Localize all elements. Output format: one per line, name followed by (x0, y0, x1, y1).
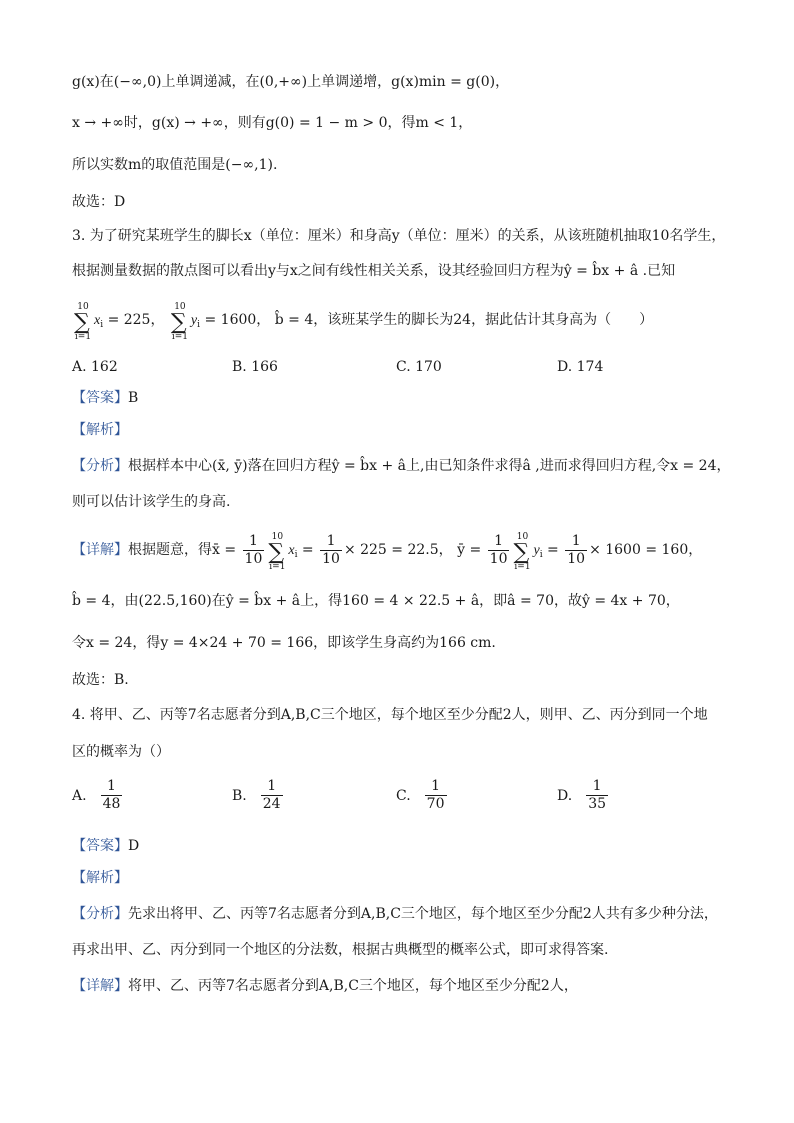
q4-jiexi-heading: 【解析】 (72, 870, 128, 886)
q4-detail: 【详解】将甲、乙、丙等7名志愿者分到A,B,C三个地区，每个地区至少分配2人， (72, 978, 578, 994)
q4-stem-2: 区的概率为（） (72, 744, 170, 760)
q4-option-c: C. $\frac{1}{70}$ (396, 778, 445, 812)
fraction: $\frac{1}{70}$ (426, 778, 445, 812)
q3-choice: 故选：B. (72, 672, 129, 688)
q3-jiexi-heading: 【解析】 (72, 422, 128, 438)
q4-answer: 【答案】D (72, 838, 140, 854)
q3-option-d: D. 174 (557, 359, 604, 375)
q4-analysis-2: 再求出甲、乙、丙分到同一个地区的分法数，根据古典概型的概率公式，即可求得答案. (72, 942, 609, 958)
q3-detail-3: 令x = 24，得y = 4×24 + 70 = 166，即该学生身高约为166 cm. (72, 635, 496, 651)
sum-symbol: 10 ∑ i=1 (268, 532, 286, 572)
fraction: $\frac{1}{10}$ (244, 532, 263, 567)
fraction: $\frac{1}{10}$ (322, 532, 340, 567)
line-choice-d: 故选：D (72, 194, 126, 210)
sum-symbol: 10 ∑ i=1 (513, 532, 531, 572)
line-monotonic: g(x)在(−∞,0)上单调递减，在(0,+∞)上单调递增，g(x)min = g(0)， (72, 74, 510, 90)
sum-symbol: 10 ∑ i=1 (74, 302, 92, 342)
fraction: $\frac{1}{10}$ (567, 532, 586, 567)
q4-analysis: 【分析】先求出将甲、乙、丙等7名志愿者分到A,B,C三个地区，每个地区至少分配2人共有多少种分法， (72, 906, 718, 922)
q4-option-a: A. $\frac{1}{48}$ (72, 778, 121, 812)
q3-detail-1: 【详解】根据题意，得x̄ = $\frac{1}{10}$ 10 ∑ i=1 $x_i$ = $\frac{1}{10}$ × 225 = 22.5， ȳ = $\frac{1}{10}$ 10 ∑ i=1 $y_i$ = $\frac{1}{10}$ × 1600 = 160， (72, 532, 703, 572)
fraction: $\frac{1}{24}$ (262, 778, 281, 812)
q4-stem-1: 4. 将甲、乙、丙等7名志愿者分到A,B,C三个地区，每个地区至少分配2人，则甲、乙、丙分到同一个地 (72, 707, 708, 723)
q3-detail-2: b̂ = 4，由(22.5,160)在ŷ = b̂x + â上，得160 = 4 × 22.5 + â，即â = 70，故ŷ = 4x + 70， (72, 593, 680, 609)
q4-option-d: D. $\frac{1}{35}$ (557, 778, 607, 812)
q4-option-b: B. $\frac{1}{24}$ (232, 778, 281, 812)
q3-stem-3: 10 ∑ i=1 $x_i = 225$， 10 ∑ i=1 $y_i = 1600$， b̂ = 4，该班某学生的脚长为24，据此估计其身高为（ ） (74, 302, 654, 342)
line-limit: x → +∞时，g(x) → +∞，则有g(0) = 1 − m > 0，得m < 1， (72, 115, 473, 131)
q3-option-b: B. 166 (232, 359, 278, 375)
q3-option-c: C. 170 (396, 359, 442, 375)
sum-symbol: 10 ∑ i=1 (170, 302, 188, 342)
q3-analysis: 【分析】根据样本中心(x̄, ȳ)落在回归方程ŷ = b̂x + â上,由已知条件求得â ,进而求得回归方程,令x = 24， (72, 458, 731, 474)
line-range: 所以实数m的取值范围是(−∞,1). (72, 157, 278, 173)
fraction: $\frac{1}{10}$ (489, 532, 508, 567)
q3-option-a: A. 162 (72, 359, 118, 375)
fraction: $\frac{1}{48}$ (102, 778, 121, 812)
fraction: $\frac{1}{35}$ (588, 778, 607, 812)
q3-stem-1: 3. 为了研究某班学生的脚长x（单位：厘米）和身高y（单位：厘米）的关系，从该班随机抽取10名学生， (72, 228, 726, 244)
q3-stem-2: 根据测量数据的散点图可以看出y与x之间有线性相关关系，设其经验回归方程为ŷ = b̂x + â .已知 (72, 263, 676, 279)
q3-analysis-2: 则可以估计该学生的身高. (72, 494, 231, 510)
q3-answer: 【答案】B (72, 390, 139, 406)
